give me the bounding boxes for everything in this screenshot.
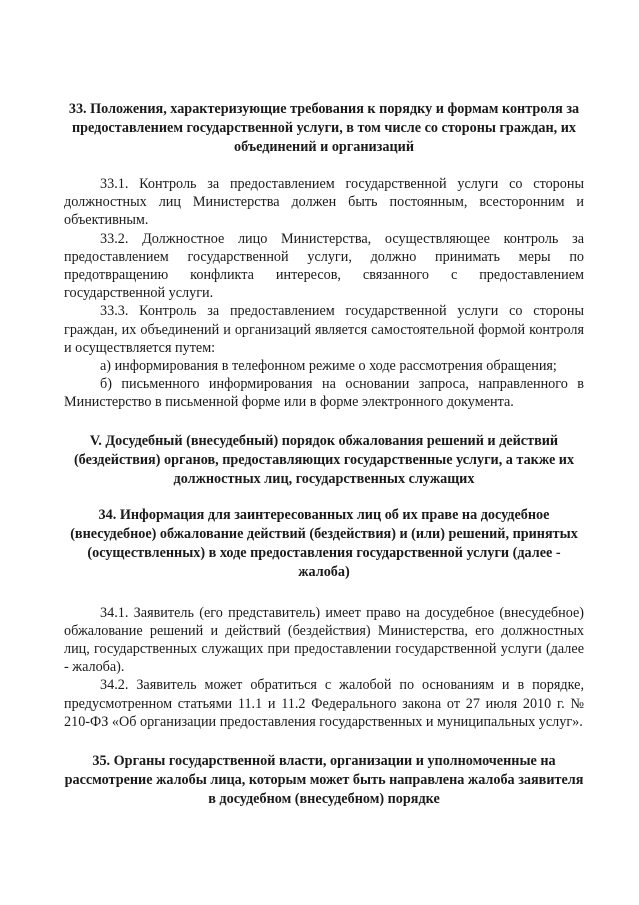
document-body [64,100,584,809]
paragraph-33-3-a: а) информирования в телефонном режиме о ходе рассмотрения обращения; [100,358,557,375]
section-33-heading: 33. Положения, характеризующие требования к порядку и формам контроля за предоставлением государственной услуги, в том числе со стороны граждан, их объединений и организаций [68,101,580,155]
paragraph-33-3: 33.3. Контроль за предоставлением государственной услуги со стороны граждан, их объединений и организаций является самостоятельной формой контроля и осуществляется путем: [64,303,584,356]
paragraph-33-3-b: б) письменного информирования на основании запроса, направленного в Министерство в письменной форме или в форме электронного документа. [64,376,584,411]
paragraph-34-1: 34.1. Заявитель (его представитель) имеет право на досудебное (внесудебное) обжалование решений и действий (бездействия) Министерства, его должностных лиц, государственных служащих при предоставлении государственной услуги (далее - жалоба). [64,604,584,676]
section-v-heading: V. Досудебный (внесудебный) порядок обжалования решений и действий (бездействия) органов, предоставляющих государственные услуги, а также их должностных лиц, государственных служащих [73,432,575,487]
section-35-heading: 35. Органы государственной власти, организации и уполномоченные на рассмотрение жалобы лица, которым может быть направлена жалоба заявителя в досудебном (внесудебном) порядке [64,753,584,808]
paragraph-33-2: 33.2. Должностное лицо Министерства, осуществляющее контроль за предоставлением государственной услуги, должно принимать меры по предотвращению конфликта интересов, связанного с предоставлением государственной услуги. [64,230,584,302]
paragraph-33-1: 33.1. Контроль за предоставлением государственной услуги со стороны должностных лиц Министерства должен быть постоянным, всесторонним и объективным. [64,176,584,229]
section-34-heading: 34. Информация для заинтересованных лиц об их праве на досудебное (внесудебное) обжалование действий (бездействия) и (или) решений, принятых (осуществленных) в ходе предоставления государственной услуги (далее - жалоба) [70,506,578,580]
paragraph-34-2: 34.2. Заявитель может обратиться с жалобой по основаниям и в порядке, предусмотренном статьями 11.1 и 11.2 Федерального закона от 27 июля 2010 г. № 210-ФЗ «Об организации предоставления государственных и муниципальных услуг». [64,677,584,730]
